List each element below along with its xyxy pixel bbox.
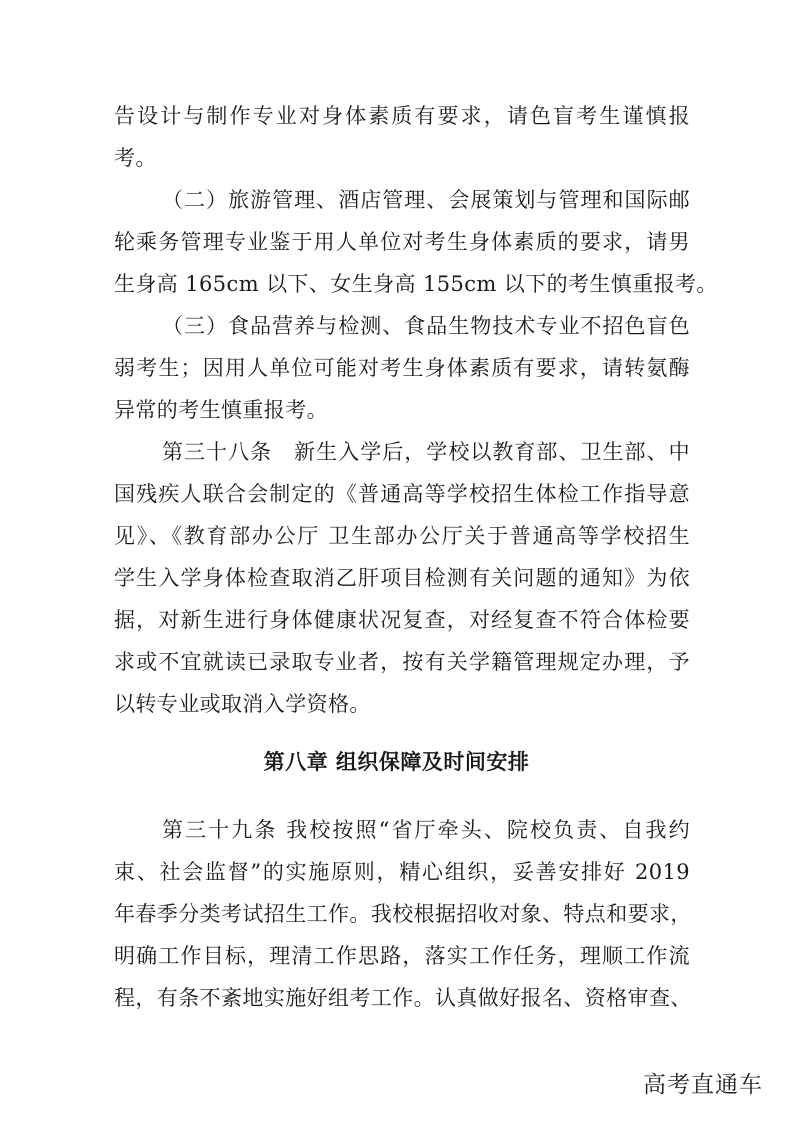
paragraph-line: 据，对新生进行身体健康状况复查，对经复查不符合体检要 (114, 608, 690, 632)
paragraph-line: 年春季分类考试招生工作。我校根据招收对象、特点和要求， (114, 902, 692, 926)
paragraph-line: 以转专业或取消入学资格。 (114, 692, 371, 716)
article-38-line: 第三十八条 新生入学后，学校以教育部、卫生部、中 (162, 440, 690, 464)
paragraph-line: 见》、《教育部办公厅 卫生部办公厅关于普通高等学校招生 (114, 524, 690, 548)
paragraph-line: 告设计与制作专业对身体素质有要求，请色盲考生谨慎报 (114, 104, 690, 128)
chapter-heading: 第八章 组织保障及时间安排 (263, 750, 530, 774)
watermark-text: 高考直通车 (643, 1072, 763, 1098)
paragraph-line: 程，有条不紊地实施好组考工作。认真做好报名、资格审查、 (114, 986, 692, 1010)
paragraph-line: 束、社会监督”的实施原则，精心组织，妥善安排好 2019 (114, 860, 690, 884)
paragraph-line: 考。 (114, 146, 157, 170)
paragraph-line: 学生入学身体检查取消乙肝项目检测有关问题的通知》为依 (114, 566, 690, 590)
paragraph-line: 国残疾人联合会制定的《普通高等学校招生体检工作指导意 (114, 482, 690, 506)
paragraph-line: 轮乘务管理专业鉴于用人单位对考生身体素质的要求，请男 (114, 230, 690, 254)
paragraph-line: 生身高 165cm 以下、女生身高 155cm 以下的考生慎重报考。 (114, 272, 718, 296)
paragraph-line: 求或不宜就读已录取专业者，按有关学籍管理规定办理，予 (114, 650, 690, 674)
paragraph-line: 异常的考生慎重报考。 (114, 398, 328, 422)
article-39-line: 第三十九条 我校按照“省厅牵头、院校负责、自我约 (162, 818, 690, 842)
paragraph-line: 明确工作目标，理清工作思路，落实工作任务，理顺工作流 (114, 944, 690, 968)
paragraph-line: 弱考生；因用人单位可能对考生身体素质有要求，请转氨酶 (114, 356, 690, 380)
paragraph-line: （二）旅游管理、酒店管理、会展策划与管理和国际邮 (162, 188, 690, 212)
paragraph-line: （三）食品营养与检测、食品生物技术专业不招色盲色 (162, 314, 690, 338)
